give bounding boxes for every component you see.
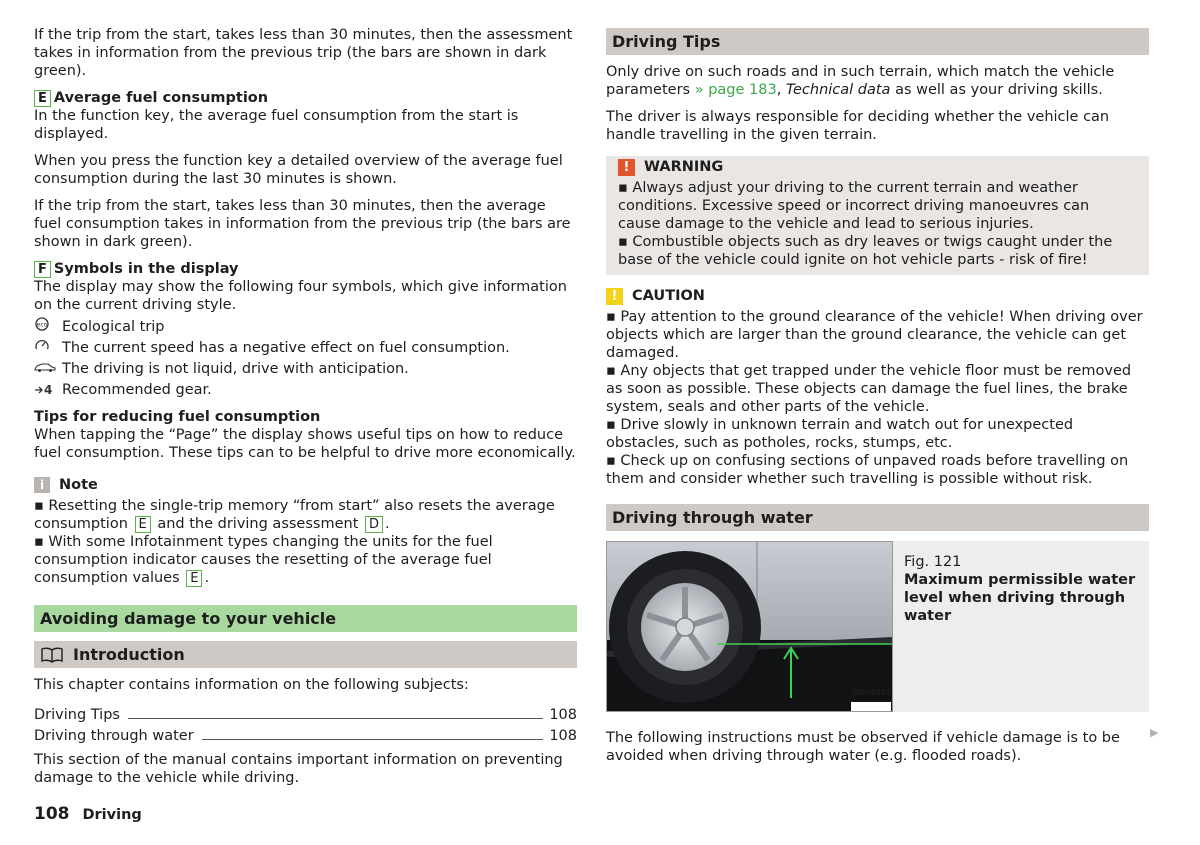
paragraph: The following instructions must be observed if vehicle damage is to be avoided when driving through water (e.g. flooded roads). <box>606 730 1120 764</box>
warning-icon: ! <box>618 159 635 176</box>
page-footer <box>34 804 142 824</box>
footer-section: Driving <box>82 807 142 823</box>
function-key-label: E <box>135 516 151 533</box>
paragraph: When you press the function key a detailed overview of the average fuel consumption during the last 30 minutes is shown. <box>34 153 563 187</box>
caution-title: CAUTION <box>632 288 705 304</box>
car-icon <box>34 360 62 378</box>
paragraph: Only drive on such roads and in such terrain, which match the vehicle parameters » page 183, Technical data as well as your driving skills. <box>606 64 1115 98</box>
figure-image <box>606 541 893 712</box>
toc-page: 108 <box>549 728 577 744</box>
figure-caption <box>893 541 1149 712</box>
caution-item: ▪ Check up on confusing sections of unpaved roads before travelling on them and consider whether such travelling is possible without risk. <box>606 453 1129 487</box>
toc-entry[interactable] <box>34 703 577 724</box>
paragraph: When tapping the “Page” the display shows useful tips on how to reduce fuel consumption. These tips can to be helpful to drive more economically. <box>34 427 576 461</box>
intro-title: Introduction <box>73 644 185 664</box>
symbol-row <box>34 316 577 337</box>
heading-text: Symbols in the display <box>53 261 239 277</box>
warning-box <box>606 156 1149 275</box>
warning-heading <box>618 158 1135 176</box>
subsection-symbols <box>34 260 577 400</box>
paragraph: In the function key, the average fuel consumption from the start is displayed. <box>34 108 519 142</box>
symbol-text: The driving is not liquid, drive with anticipation. <box>62 360 409 377</box>
note-text: ▪ Resetting the single-trip memory “from start” also resets the average consumption <box>34 498 555 532</box>
italic-text: Technical data <box>785 82 891 98</box>
symbol-text: Recommended gear. <box>62 381 212 398</box>
caution-heading <box>606 287 1149 305</box>
note-heading <box>34 476 577 494</box>
next-page-icon: ▶ <box>1150 726 1159 739</box>
paragraph: The display may show the following four symbols, which give information on the current driving style. <box>34 279 567 313</box>
warning-item: ▪ Always adjust your driving to the current terrain and weather conditions. Excessive speed or incorrect driving manoeuvres can cause damage to the vehicle and lead to serious injuries. <box>618 180 1090 232</box>
symbol-row <box>34 358 577 379</box>
paragraph: The driver is always responsible for deciding whether the vehicle can handle travelling in the given terrain. <box>606 109 1110 143</box>
note-text: and the driving assessment <box>157 516 359 532</box>
section-heading: Driving Tips <box>606 28 1149 55</box>
toc-leader <box>128 718 543 719</box>
function-key-label: F <box>34 261 51 278</box>
caution-item: ▪ Pay attention to the ground clearance of the vehicle! When driving over objects which are larger than the ground clearance, the vehicle can get damaged. <box>606 309 1143 361</box>
caution-icon: ! <box>606 288 623 305</box>
note-box <box>34 476 577 587</box>
symbol-row <box>34 337 577 358</box>
note-item: ▪ Resetting the single-trip memory “from start” also resets the average consumption E and the driving assessment D . <box>34 498 555 532</box>
subsection-heading <box>34 260 577 278</box>
function-key-label: D <box>365 516 383 533</box>
book-icon <box>40 647 64 663</box>
function-key-label: E <box>34 90 51 107</box>
note-item: ▪ With some Infotainment types changing the units for the fuel consumption indicator causes the resetting of the average fuel consumption values E . <box>34 534 493 586</box>
intro-heading <box>34 641 577 668</box>
page-link[interactable]: » page 183 <box>694 82 777 98</box>
toc-entry[interactable] <box>34 724 577 745</box>
speedometer-icon <box>34 338 62 357</box>
function-key-label: E <box>186 570 202 587</box>
subsection-tips <box>34 408 577 462</box>
eco-icon <box>34 317 62 336</box>
right-column <box>606 28 1149 774</box>
paragraph: If the trip from the start, takes less than 30 minutes, then the average fuel consumption takes in information from the previous trip (the bars are shown in dark green). <box>34 198 571 250</box>
gear-number: 4 <box>44 382 53 397</box>
figure-label: Fig. 121 <box>904 554 962 570</box>
toc-label: Driving through water <box>34 728 194 744</box>
figure <box>606 541 1149 712</box>
info-icon: i <box>34 477 50 493</box>
warning-item: ▪ Combustible objects such as dry leaves or twigs caught under the base of the vehicle could ignite on hot vehicle parts - risk of fire! <box>618 234 1113 268</box>
note-title: Note <box>59 477 98 493</box>
toc-page: 108 <box>549 707 577 723</box>
figure-title: Maximum permissible water level when driving through water <box>904 572 1136 624</box>
left-column <box>34 26 577 796</box>
paragraph: This section of the manual contains important information on preventing damage to the vehicle while driving. <box>34 752 563 786</box>
heading-text: Average fuel consumption <box>53 90 269 106</box>
paragraph: This chapter contains information on the following subjects: <box>34 677 469 693</box>
text: as well as your driving skills. <box>895 82 1103 98</box>
text: Only drive on such roads and in such terrain, which match the vehicle parameters <box>606 64 1115 98</box>
toc-list <box>34 703 577 745</box>
caution-box <box>606 287 1149 488</box>
symbol-text: The current speed has a negative effect on fuel consumption. <box>62 339 510 356</box>
svg-text:eco: eco <box>36 321 48 329</box>
toc-leader <box>202 739 544 740</box>
page-number: 108 <box>34 804 70 824</box>
caution-item: ▪ Drive slowly in unknown terrain and watch out for unexpected obstacles, such as potholes, rocks, stumps, etc. <box>606 417 1074 451</box>
section-heading: Driving through water <box>606 504 1149 531</box>
section-heading: Avoiding damage to your vehicle <box>34 605 577 632</box>
subsection-heading: Tips for reducing fuel consumption <box>34 409 321 425</box>
figure-code: BNH-0440 <box>852 688 891 697</box>
caution-item: ▪ Any objects that get trapped under the vehicle floor must be removed as soon as possible. These objects can damage the fuel lines, the brake system, seals and other parts of the vehicle. <box>606 363 1132 415</box>
subsection-average-fuel <box>34 89 577 251</box>
subsection-heading <box>34 89 577 107</box>
paragraph: If the trip from the start, takes less than 30 minutes, then the assessment takes in information from the previous trip (the bars are shown in dark green). <box>34 27 573 79</box>
warning-title: WARNING <box>644 159 724 175</box>
symbol-row <box>34 379 577 400</box>
note-text: ▪ With some Infotainment types changing the units for the fuel consumption indicator causes the resetting of the average fuel consumption values <box>34 534 493 586</box>
toc-label: Driving Tips <box>34 707 120 723</box>
symbol-text: Ecological trip <box>62 318 165 335</box>
gear-shift-icon <box>34 381 62 399</box>
